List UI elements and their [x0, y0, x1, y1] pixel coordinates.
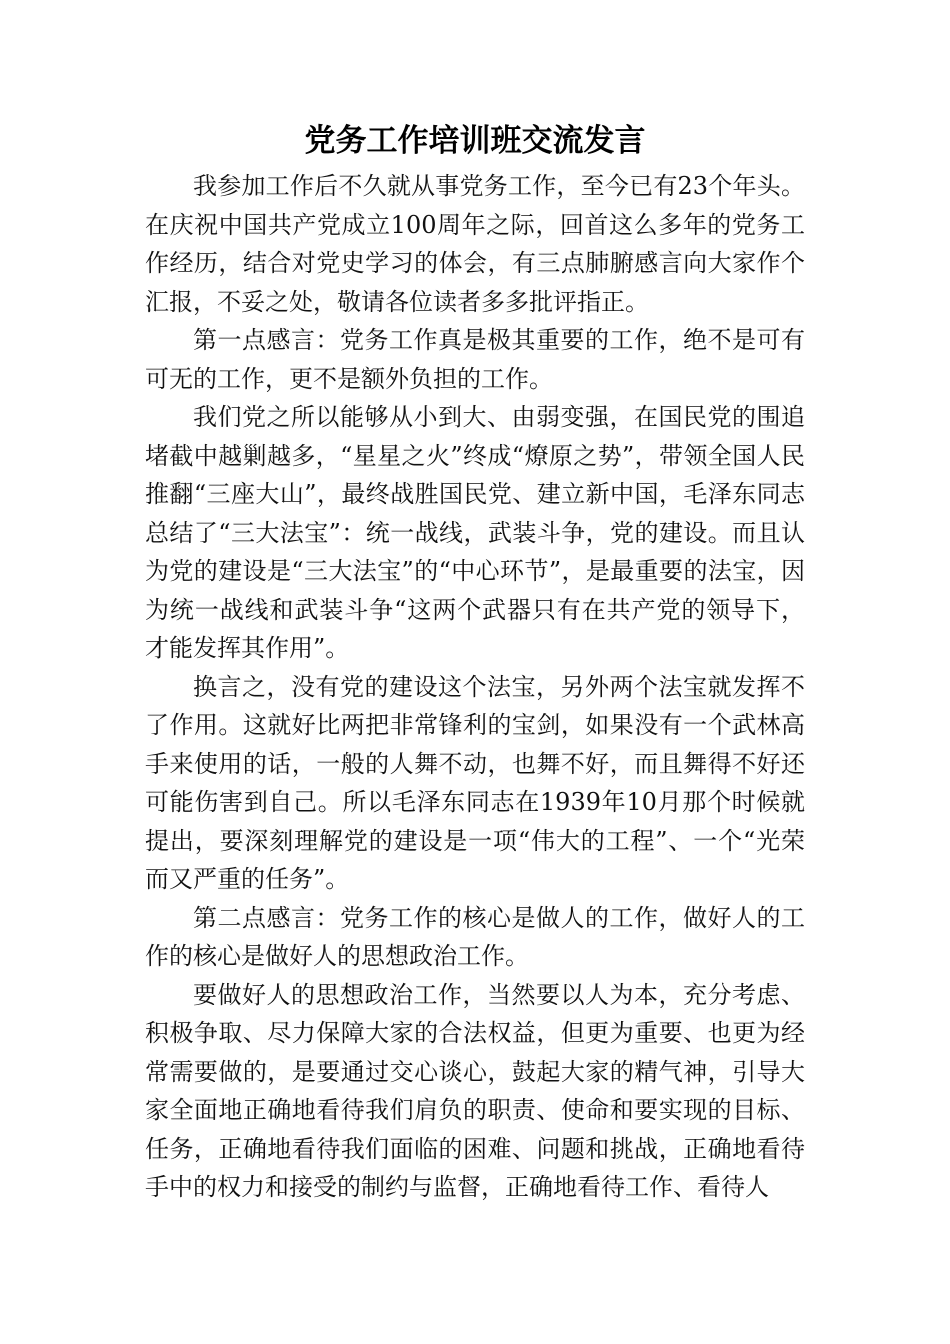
- paragraph-intro: 我参加工作后不久就从事党务工作，至今已有23个年头。在庆祝中国共产党成立100周年之际，回首这么多年的党务工作经历，结合对党史学习的体会，有三点肺腑感言向大家作个汇报，不妥之处，敬请各位读者多多批评指正。: [145, 172, 805, 316]
- paragraph-ideological-work: 要做好人的思想政治工作，当然要以人为本，充分考虑、积极争取、尽力保障大家的合法权益，但更为重要、也更为经常需要做的，是要通过交心谈心，鼓起大家的精气神，引导大家全面地正确地看待我们肩负的职责、使命和要实现的目标、任务，正确地看待我们面临的困难、问题和挑战，正确地看待手中的权力和接受的制约与监督，正确地看待工作、看待人: [145, 980, 805, 1201]
- paragraph-three-treasures: 我们党之所以能够从小到大、由弱变强，在国民党的围追堵截中越剿越多，“星星之火”终成“燎原之势”，带领全国人民推翻“三座大山”，最终战胜国民党、建立新中国，毛泽东同志总结了“三大法宝”：统一战线，武装斗争，党的建设。而且认为党的建设是“三大法宝”的“中心环节”，是最重要的法宝，因为统一战线和武装斗争“这两个武器只有在共产党的领导下，才能发挥其作用”。: [145, 403, 805, 662]
- paragraph-in-other-words: 换言之，没有党的建设这个法宝，另外两个法宝就发挥不了作用。这就好比两把非常锋利的宝剑，如果没有一个武林高手来使用的话，一般的人舞不动，也舞不好，而且舞得不好还可能伤害到自己。所以毛泽东同志在1939年10月那个时候就提出，要深刻理解党的建设是一项“伟大的工程”、一个“光荣而又严重的任务”。: [145, 672, 805, 893]
- document-title: 党务工作培训班交流发言: [304, 123, 646, 159]
- paragraph-point-one: 第一点感言：党务工作真是极其重要的工作，绝不是可有可无的工作，更不是额外负担的工作。: [145, 326, 805, 393]
- document-body: [145, 167, 805, 1207]
- paragraph-point-two: 第二点感言：党务工作的核心是做人的工作，做好人的工作的核心是做好人的思想政治工作。: [145, 903, 805, 970]
